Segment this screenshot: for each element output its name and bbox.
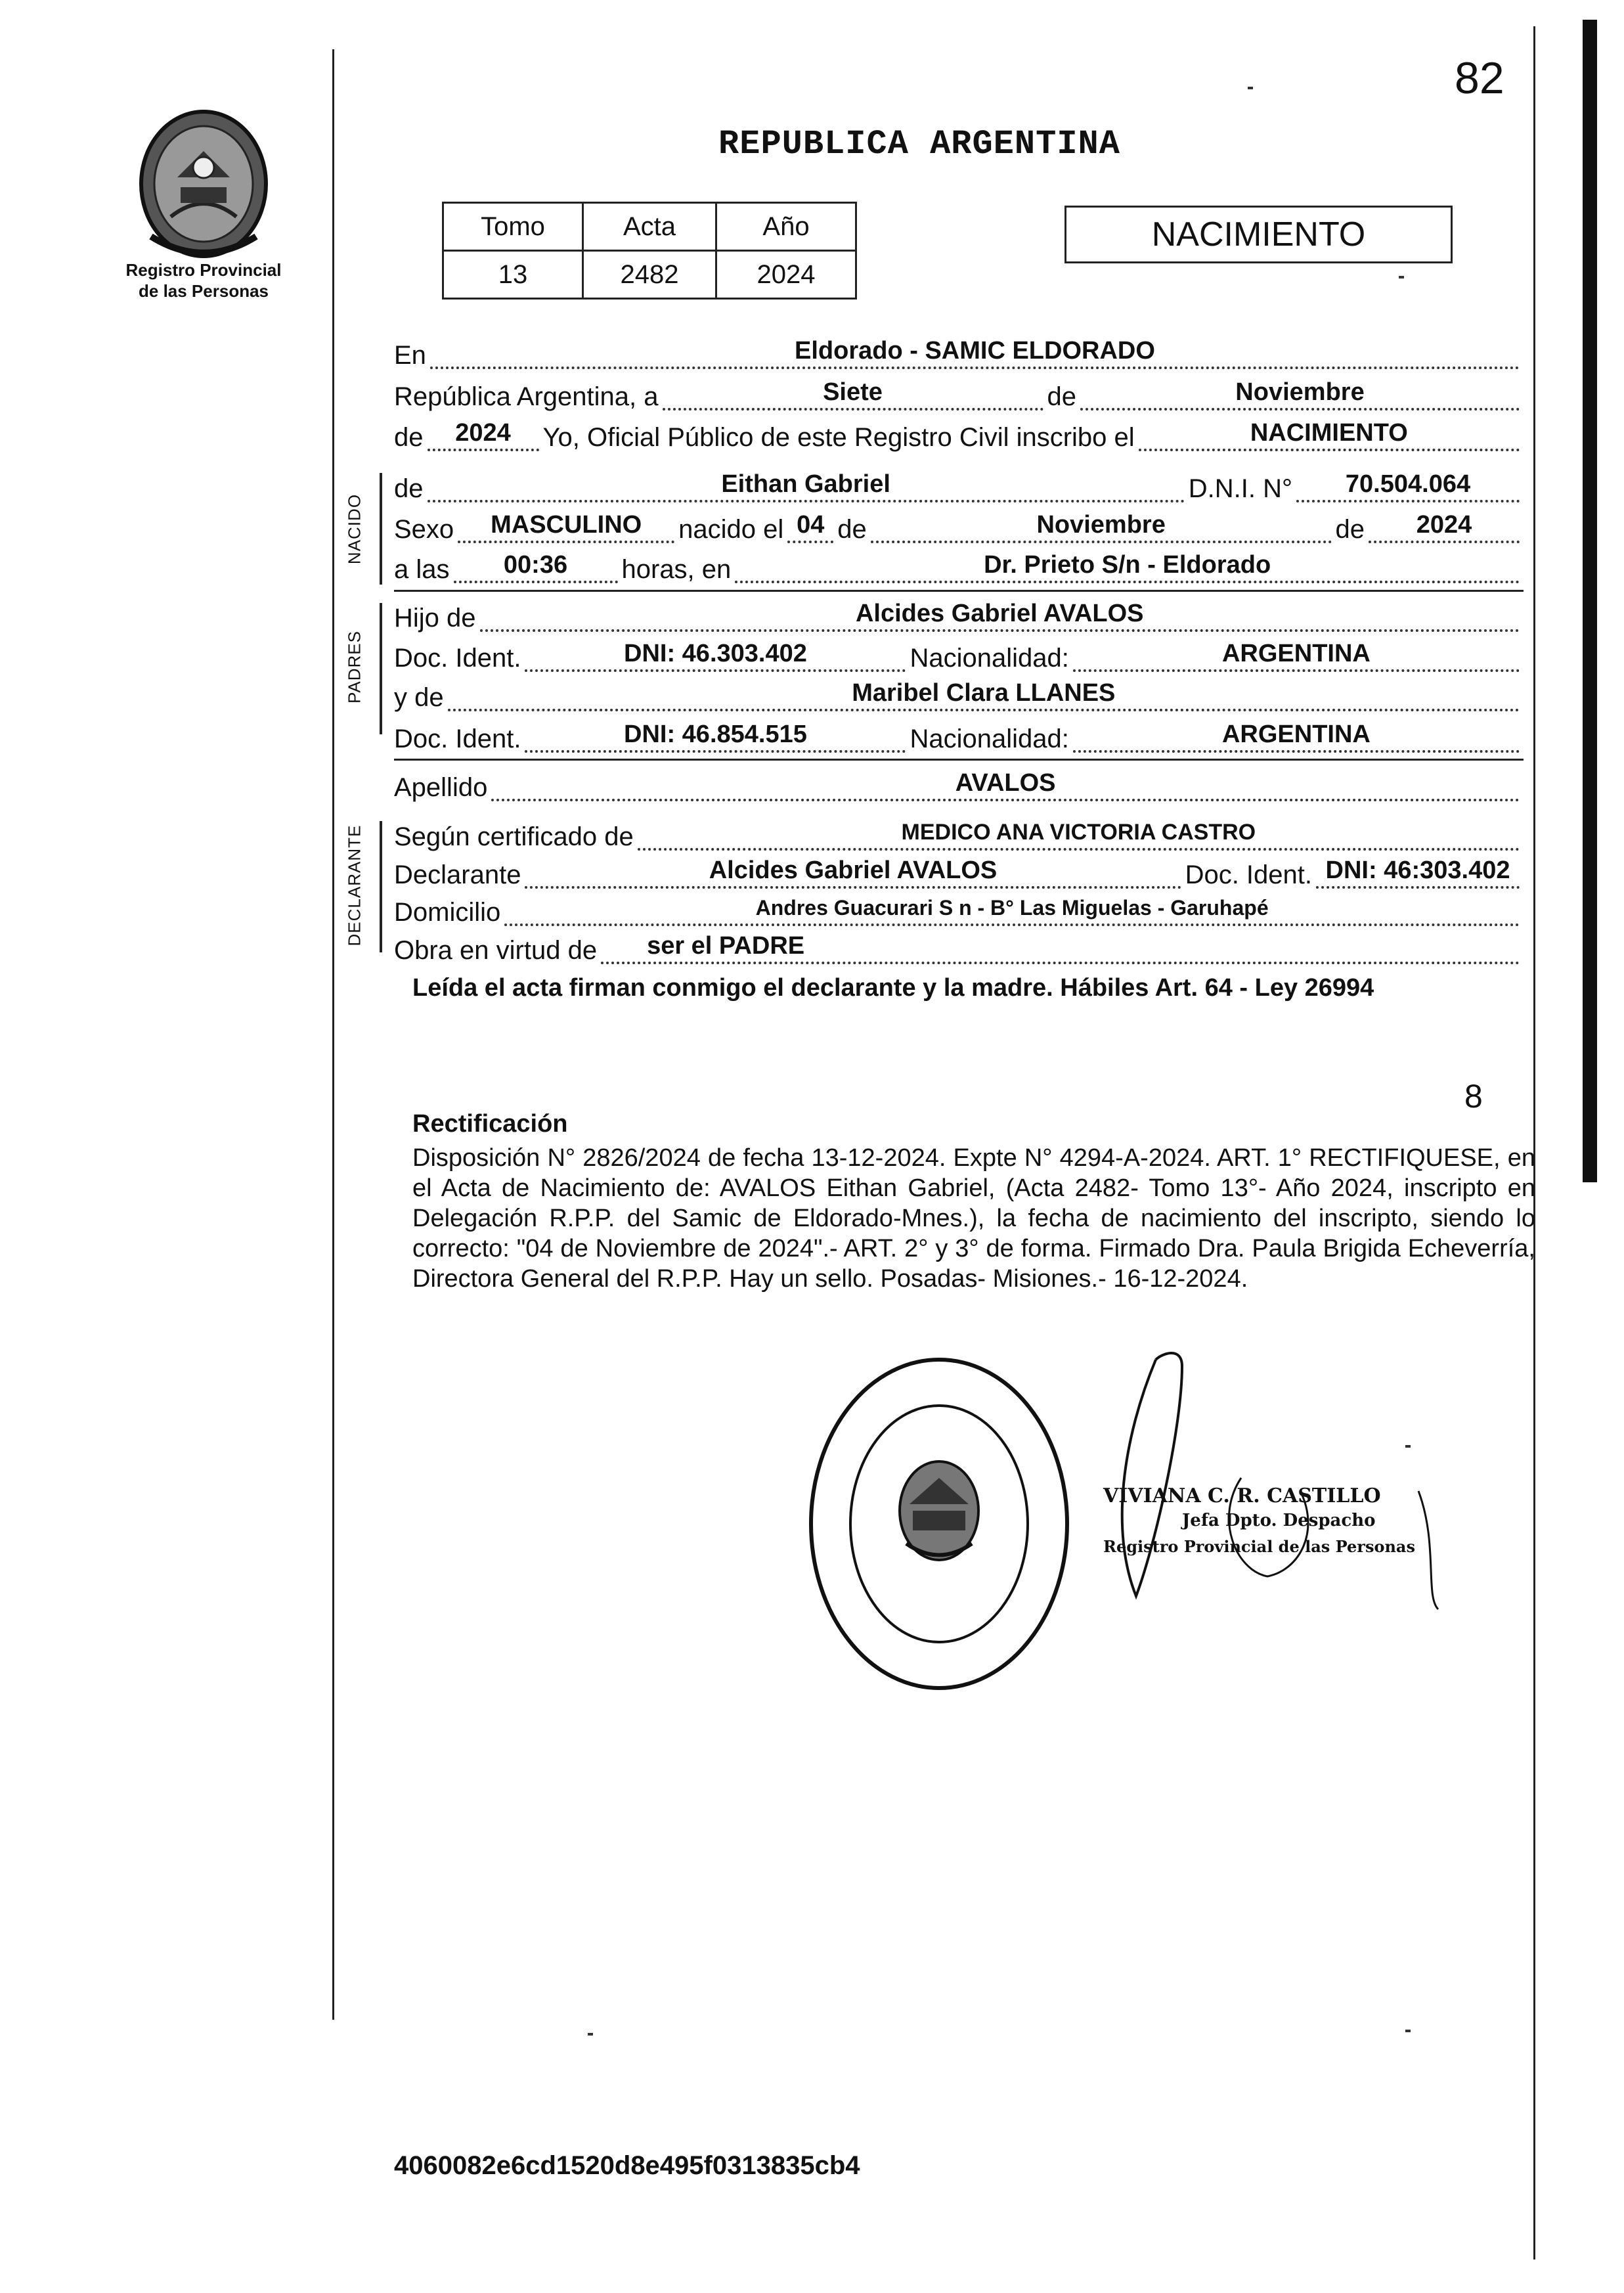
row-obra <box>394 931 1524 968</box>
domicilio-label: Domicilio <box>394 898 501 927</box>
obra-value <box>601 930 1520 964</box>
year-value <box>428 417 539 451</box>
signer-name: VIVIANA C. R. CASTILLO <box>1103 1484 1381 1507</box>
de2-label: de <box>394 423 424 452</box>
registry-label <box>99 259 309 301</box>
month-value-text: Noviembre <box>1235 378 1365 406</box>
sexo-label: Sexo <box>394 515 454 544</box>
rectificacion-body: Disposición N° 2826/2024 de fecha 13-12-2024. Expte N° 4294-A-2024. ART. 1° RECTIFIQUESE, en el Acta de Nacimiento de: AVALOS Eithan Gabriel, (Acta 2482- Tomo 13°- Año 2024, inscripto en Delegación R.P.P. del Samic de Eldorado-Mnes.), la fecha de nacimiento del inscripto, siendo lo correcto: "04 de Noviembre de 2024".- ART. 2° y 3° de forma. Firmado Dra. Paula Brigida Echeverría, Directora General del R.P.P. Hay un sello. Posadas- Misiones.- 16-12-2024. <box>412 1144 1535 1293</box>
nacido-day-text: 04 <box>797 511 825 539</box>
registry-label-line2: de las Personas <box>139 281 269 301</box>
row-madre <box>394 679 1524 715</box>
row-hora <box>394 550 1524 587</box>
nacido-month <box>871 509 1332 543</box>
nac2-value-text: ARGENTINA <box>1221 721 1371 748</box>
row-hijo <box>394 599 1524 636</box>
lugar-value <box>735 549 1520 583</box>
row-en <box>394 336 1524 373</box>
dni-label: D.N.I. N° <box>1188 474 1292 503</box>
apellido-value-text: AVALOS <box>955 769 1056 797</box>
doc2-value-text: DNI: 46.854.515 <box>624 721 807 748</box>
obra-value-text: ser el PADRE <box>647 932 805 960</box>
nombre-value-text: Eithan Gabriel <box>721 470 890 498</box>
side-label-nacido: NACIDO <box>344 493 364 565</box>
nac1-label: Nacionalidad: <box>910 644 1069 673</box>
en-value-text: Eldorado - SAMIC ELDORADO <box>795 337 1155 365</box>
en-value <box>430 335 1520 369</box>
document-hash: 4060082e6cd1520d8e495f0313835cb4 <box>394 2151 860 2180</box>
lugar-value-text: Dr. Prieto S/n - Eldorado <box>984 551 1271 579</box>
header-tomo: Tomo <box>443 203 583 251</box>
row-nombre <box>394 470 1524 506</box>
day-value <box>663 376 1043 411</box>
inscribo-value <box>1139 417 1520 451</box>
nacido-year <box>1369 509 1520 543</box>
country-title: REPUBLICA ARGENTINA <box>718 125 1120 164</box>
yde-label: y de <box>394 683 444 712</box>
inscribo-label: Yo, Oficial Público de este Registro Civil inscribo el <box>542 423 1135 452</box>
domicilio-value <box>504 892 1520 926</box>
apellido-label: Apellido <box>394 773 488 802</box>
inscribo-value-text: NACIMIENTO <box>1250 419 1408 447</box>
record-type-box: NACIMIENTO <box>1064 206 1453 263</box>
hijo-label: Hijo de <box>394 604 476 633</box>
registry-stamp-icon <box>801 1340 1077 1708</box>
signer-title: Jefa Dpto. Despacho <box>1182 1511 1376 1530</box>
domicilio-value-text: Andres Guacurari S n - B° Las Miguelas - Garuhapé <box>755 896 1269 920</box>
nombre-label: de <box>394 474 424 503</box>
sexo-value-text: MASCULINO <box>491 511 642 539</box>
padres-bracket <box>380 603 382 734</box>
nacido-bracket <box>380 473 382 585</box>
row-apellido <box>394 768 1524 805</box>
nacido-de2-label: de <box>1335 515 1365 544</box>
nacido-label: nacido el <box>678 515 784 544</box>
stray-mark <box>588 2033 593 2036</box>
doc2-label: Doc. Ident. <box>394 724 521 753</box>
nac2-value <box>1073 719 1520 753</box>
rectificacion-title: Rectificación <box>412 1110 568 1138</box>
hora-value-text: 00:36 <box>503 551 568 579</box>
closing-statement: Leída el acta firman conmigo el declarante y la madre. Hábiles Art. 64 - Ley 26994 <box>412 974 1374 1002</box>
nombre-value <box>428 468 1185 502</box>
declarante-value-text: Alcides Gabriel AVALOS <box>709 857 998 884</box>
doc1-value <box>525 638 906 672</box>
stray-mark <box>1399 276 1404 278</box>
record-table <box>442 202 857 300</box>
day-value-text: Siete <box>823 378 883 406</box>
year-value-text: 2024 <box>455 419 511 447</box>
doc2-value <box>525 719 906 753</box>
padre-value-text: Alcides Gabriel AVALOS <box>855 600 1144 627</box>
stray-mark <box>1248 87 1253 89</box>
madre-value <box>448 677 1520 711</box>
declarante-label: Declarante <box>394 860 521 889</box>
alas-label: a las <box>394 555 450 584</box>
nacido-de-label: de <box>837 515 867 544</box>
month-value <box>1080 376 1520 411</box>
row-certificado <box>394 818 1524 855</box>
signer-office: Registro Provincial de las Personas <box>1103 1537 1415 1556</box>
sexo-value <box>458 509 674 543</box>
dni-value-text: 70.504.064 <box>1345 470 1471 498</box>
row-declarante <box>394 856 1524 893</box>
row-doc2 <box>394 720 1524 757</box>
doc3-value-text: DNI: 46:303.402 <box>1325 857 1510 884</box>
apellido-value <box>491 767 1520 801</box>
dni-value <box>1296 468 1520 502</box>
signature-block <box>1084 1347 1451 1622</box>
page-number: 82 <box>1455 53 1504 103</box>
left-margin-rule <box>332 49 334 2020</box>
rectificacion-number: 8 <box>1464 1078 1483 1115</box>
nacido-day <box>787 509 833 543</box>
separator-1 <box>394 590 1524 592</box>
madre-value-text: Maribel Clara LLANES <box>852 679 1116 707</box>
province-seal-logo <box>125 105 282 263</box>
side-label-declarante: DECLARANTE <box>344 824 364 946</box>
separator-2 <box>394 759 1524 761</box>
stray-mark <box>1405 2030 1411 2032</box>
declarante-bracket <box>380 821 382 952</box>
stray-mark <box>1405 1445 1411 1448</box>
value-acta: 2482 <box>583 251 716 299</box>
doc1-value-text: DNI: 46.303.402 <box>624 640 807 667</box>
obra-label: Obra en virtud de <box>394 936 598 965</box>
horas-label: horas, en <box>621 555 732 584</box>
republica-label: República Argentina, a <box>394 382 659 411</box>
nac1-value-text: ARGENTINA <box>1221 640 1371 667</box>
value-tomo: 13 <box>443 251 583 299</box>
nacido-year-text: 2024 <box>1416 511 1472 539</box>
padre-value <box>480 598 1520 632</box>
hora-value <box>454 549 618 583</box>
registry-label-line1: Registro Provincial <box>125 260 282 280</box>
de-label: de <box>1047 382 1076 411</box>
doc1-label: Doc. Ident. <box>394 644 521 673</box>
doc3-label: Doc. Ident. <box>1185 860 1312 889</box>
header-anio: Año <box>716 203 856 251</box>
en-label: En <box>394 341 426 370</box>
certificado-value-text: MEDICO ANA VICTORIA CASTRO <box>901 820 1256 845</box>
row-domicilio <box>394 893 1524 930</box>
side-label-padres: PADRES <box>344 631 364 703</box>
nac1-value <box>1073 638 1520 672</box>
row-sexo <box>394 510 1524 547</box>
misiones-seal-icon <box>125 105 282 263</box>
right-edge-bar <box>1583 20 1597 1182</box>
certificado-label: Según certificado de <box>394 822 634 851</box>
row-republica <box>394 378 1524 414</box>
value-anio: 2024 <box>716 251 856 299</box>
certificado-value <box>638 816 1520 851</box>
row-inscribo <box>394 418 1524 455</box>
header-acta: Acta <box>583 203 716 251</box>
nac2-label: Nacionalidad: <box>910 724 1069 753</box>
declarante-value <box>525 855 1181 889</box>
official-stamp <box>801 1340 1077 1708</box>
doc3-value <box>1316 855 1520 889</box>
nacido-month-text: Noviembre <box>1036 511 1166 539</box>
row-doc1 <box>394 639 1524 676</box>
